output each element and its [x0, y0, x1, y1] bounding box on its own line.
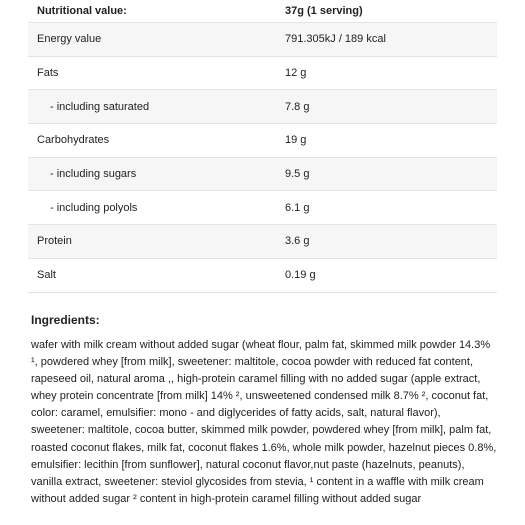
nutrient-value: 3.6 g: [278, 225, 497, 259]
table-row: [28, 225, 497, 259]
nutrient-value: 7.8 g: [278, 90, 497, 124]
header-serving: 37g (1 serving): [278, 0, 497, 23]
nutrient-sublabel: - including saturated: [28, 90, 278, 124]
nutrient-value: 6.1 g: [278, 191, 497, 225]
nutrient-label: Energy value: [28, 23, 278, 57]
nutrient-value: 9.5 g: [278, 157, 497, 191]
table-row: [28, 258, 497, 292]
nutrient-label: Protein: [28, 225, 278, 259]
nutrient-label: Carbohydrates: [28, 124, 278, 158]
nutrient-label: Fats: [28, 56, 278, 90]
ingredients-heading: Ingredients:: [31, 313, 100, 327]
nutrition-table: [28, 0, 497, 293]
ingredients-text: wafer with milk cream without added sugar (wheat flour, palm fat, skimmed milk powder 14.3% ¹, powdered whey [from milk], sweetener: maltitole, cocoa powder with reduced fat content, rapeseed oil, natural aroma ,, high-protein caramel filling with no added sugar (apple extract, whey protein concentrate [from milk] 14% ², unsweetened condensed milk 8.7% ², coconut fat, color: caramel, emulsifier: mono - and diglycerides of fatty acids, salt, natural flavor), sweetener: maltitole, cocoa butter, skimmed milk powder, powdered whey [from milk], palm fat, roasted coconut flakes, milk fat, coconut flakes 1.6%, whole milk powder, hazelnut pieces 0.8%, emulsifier: lecithin [from sunflower], natural coconut flavor,nut paste (hazelnuts, peanuts), vanilla extract, sweetener: steviol glycosides from stevia, ¹ content in a waffle with milk cream without added sugar ² content in high-protein caramel filling without added sugar: [31, 339, 497, 505]
table-row: [28, 191, 497, 225]
table-row: [28, 90, 497, 124]
nutrient-sublabel: - including polyols: [28, 191, 278, 225]
table-row: [28, 23, 497, 57]
nutrition-table-body: [28, 23, 497, 293]
nutrient-value: 12 g: [278, 56, 497, 90]
nutrient-sublabel: - including sugars: [28, 157, 278, 191]
nutrient-label: Salt: [28, 258, 278, 292]
nutrient-value: 0.19 g: [278, 258, 497, 292]
table-row: [28, 56, 497, 90]
header-label: Nutritional value:: [28, 0, 278, 23]
nutrient-value: 791.305kJ / 189 kcal: [278, 23, 497, 57]
table-row: [28, 124, 497, 158]
table-row: [28, 157, 497, 191]
nutrition-table-header: [28, 0, 497, 23]
nutrient-value: 19 g: [278, 124, 497, 158]
